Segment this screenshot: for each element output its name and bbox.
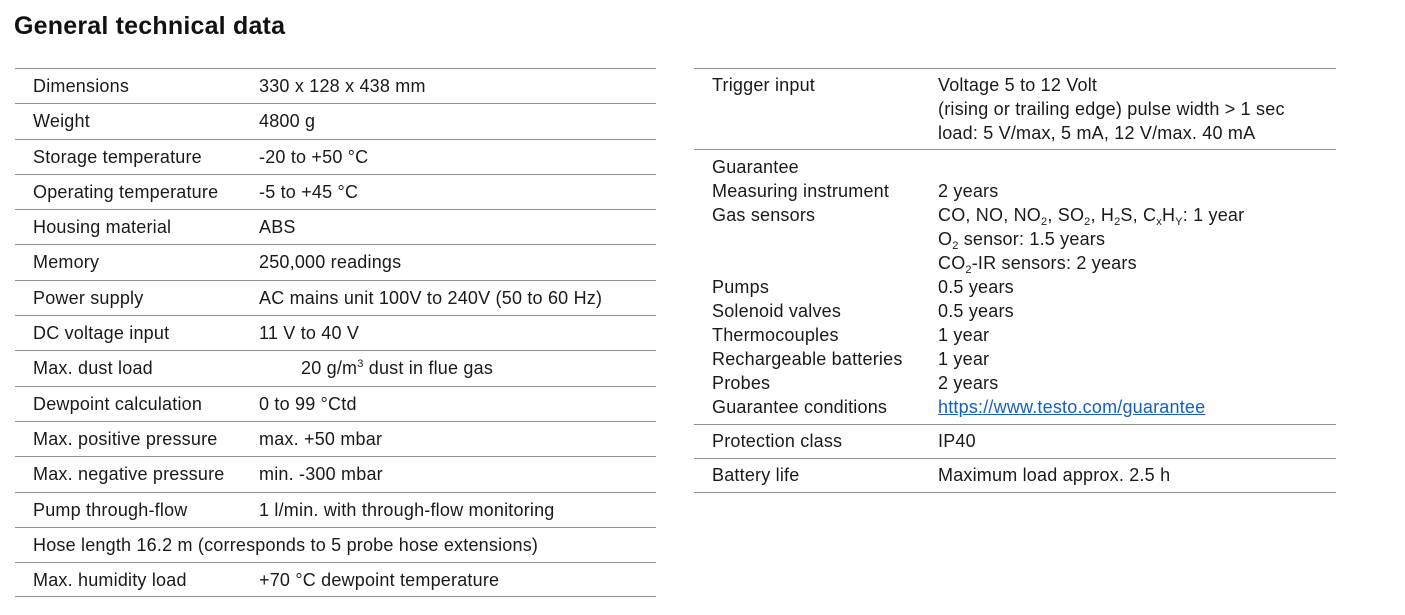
spec-label: Battery life xyxy=(712,465,800,485)
spec-value: 11 V to 40 V xyxy=(259,323,360,344)
trigger-line: Voltage 5 to 12 Volt xyxy=(938,75,1098,95)
spec-value: Maximum load approx. 2.5 h xyxy=(938,465,1171,485)
spec-label: Probes xyxy=(712,373,771,393)
table-row xyxy=(15,456,656,491)
table-row xyxy=(15,280,656,315)
page-title: General technical data xyxy=(14,12,286,40)
table-row xyxy=(15,244,656,279)
spec-value xyxy=(920,73,1285,145)
table-row xyxy=(15,386,656,421)
table-row xyxy=(694,424,1336,458)
table-row xyxy=(15,103,656,138)
trigger-row xyxy=(694,68,1336,149)
o2-sensor-value: $O_2$ sensor: 1.5 years xyxy=(938,229,1106,252)
spec-label: Power supply xyxy=(33,287,144,308)
spec-label: Housing material xyxy=(33,217,172,238)
spec-value: ABS xyxy=(259,217,296,238)
table-row xyxy=(694,458,1336,493)
guarantee-conditions-link[interactable]: https://www.testo.com/guarantee xyxy=(938,397,1206,417)
spec-label: Operating temperature xyxy=(33,181,219,202)
spec-value: 0.5 years xyxy=(938,277,1014,297)
gas-sensors-value: CO, NO, $NO_2$, $SO_2$, $H_2S$, $C_xH_Y$: 1 year xyxy=(938,205,1245,228)
left-spec-table xyxy=(15,68,656,597)
table-row xyxy=(15,421,656,456)
spec-label: Measuring instrument xyxy=(712,181,890,201)
spec-label: Guarantee conditions xyxy=(712,397,888,417)
spec-value: 0.5 years xyxy=(938,301,1014,321)
spec-label: Max. positive pressure xyxy=(33,428,218,449)
spec-label: Rechargeable batteries xyxy=(712,349,903,369)
table-row xyxy=(15,174,656,209)
table-row xyxy=(15,527,656,562)
spec-value: min. -300 mbar xyxy=(259,464,383,485)
trigger-line: load: 5 V/max, 5 mA, 12 V/max. 40 mA xyxy=(938,123,1256,143)
co2-ir-sensor-value: $CO_2-IR$ sensors: 2 years xyxy=(938,253,1137,276)
spec-value: AC mains unit 100V to 240V (50 to 60 Hz) xyxy=(259,287,603,308)
spec-value: 20 $g/m^3$ dust in flue gas xyxy=(301,358,494,379)
table-row xyxy=(15,139,656,174)
table-row xyxy=(15,562,656,597)
spec-value: 1 year xyxy=(938,325,990,345)
table-row xyxy=(15,68,656,103)
spec-label: Dimensions xyxy=(33,76,130,96)
trigger-line: (rising or trailing edge) pulse width > 1 sec xyxy=(938,99,1285,119)
table-row xyxy=(15,315,656,350)
spec-label: Dewpoint calculation xyxy=(33,393,203,414)
guarantee-heading: Guarantee xyxy=(712,157,799,177)
spec-label: Solenoid valves xyxy=(712,301,842,321)
spec-label: Pump through-flow xyxy=(33,499,188,520)
table-row xyxy=(15,492,656,527)
spec-value: 2 years xyxy=(938,181,999,201)
table-row xyxy=(15,209,656,244)
right-spec-table xyxy=(694,68,1336,493)
spec-label: Protection class xyxy=(712,431,843,451)
spec-value: 1 year xyxy=(938,349,990,369)
spec-full-text: Hose length 16.2 m (corresponds to 5 probe hose extensions) xyxy=(33,534,539,555)
spec-value: 0 to 99 °Ctd xyxy=(259,393,357,414)
spec-label: Thermocouples xyxy=(712,325,839,345)
spec-label: Max. humidity load xyxy=(33,570,187,591)
spec-value: 4800 g xyxy=(259,111,316,132)
spec-value: max. +50 mbar xyxy=(259,428,383,449)
spec-value: +70 °C dewpoint temperature xyxy=(259,570,500,591)
spec-value: 250,000 readings xyxy=(259,252,402,273)
spec-label: Max. dust load xyxy=(33,358,153,379)
spec-value: -5 to +45 °C xyxy=(259,181,359,202)
spec-value: -20 to +50 °C xyxy=(259,146,369,167)
spec-value: 330 x 128 x 438 mm xyxy=(259,76,426,96)
table-row xyxy=(15,350,656,385)
guarantee-row xyxy=(694,149,1336,424)
spec-label: Gas sensors xyxy=(712,205,816,225)
spec-label: Storage temperature xyxy=(33,146,202,167)
spec-label: Max. negative pressure xyxy=(33,464,225,485)
spec-value: 1 l/min. with through-flow monitoring xyxy=(259,499,555,520)
spec-label: DC voltage input xyxy=(33,323,170,344)
spec-value: IP40 xyxy=(938,431,976,451)
spec-value: 2 years xyxy=(938,373,999,393)
spec-label: Weight xyxy=(33,111,90,132)
spec-label: Memory xyxy=(33,252,100,273)
spec-label: Trigger input xyxy=(712,75,815,95)
spec-label: Pumps xyxy=(712,277,770,297)
